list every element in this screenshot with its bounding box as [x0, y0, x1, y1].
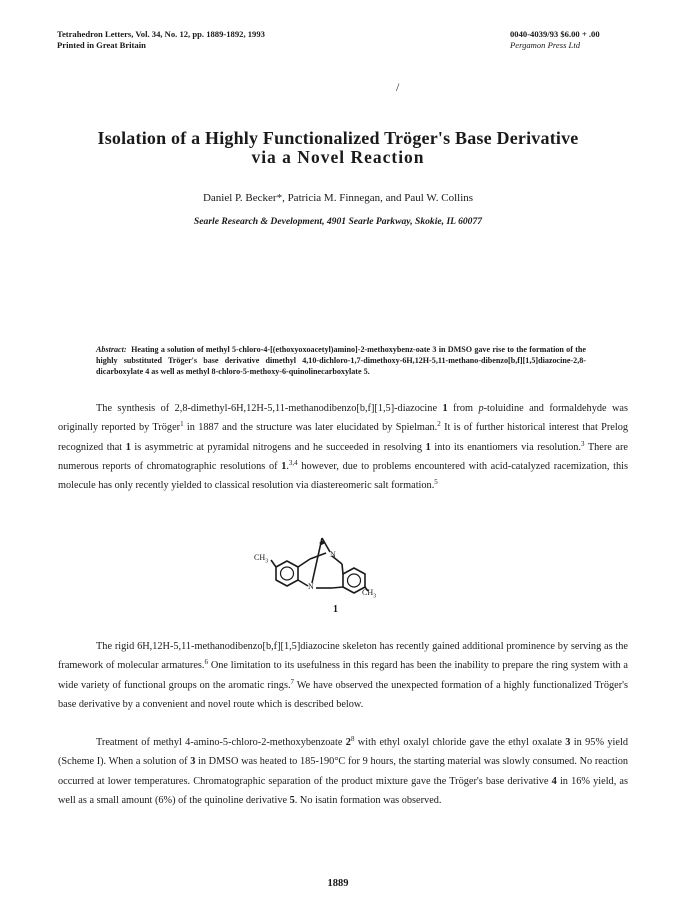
compound-ref: 3: [190, 756, 196, 768]
compound-ref: 2: [345, 737, 351, 748]
citation-ref: 3: [580, 439, 585, 448]
publisher-name: Pergamon Press Ltd: [510, 40, 581, 50]
citation-ref: 7: [290, 677, 295, 686]
citation-ref: 1: [180, 420, 184, 429]
paper-title-line2: via a Novel Reaction: [251, 147, 425, 167]
nitrogen-top-label: N: [330, 550, 336, 559]
text-run: . No isatin formation was observed.: [294, 794, 442, 806]
paragraph-intro: [58, 399, 628, 495]
abstract: [96, 344, 586, 378]
text-run: -toluidine and formaldehyde was originally reported by Tröger: [58, 403, 628, 434]
text-run: Treatment of methyl 4-amino-5-chloro-2-methoxybenzoate: [96, 737, 346, 748]
paragraph-background: [58, 637, 628, 714]
text-run: into its enantiomers via resolution.: [430, 441, 581, 453]
compound-ref: 1: [125, 441, 131, 453]
text-run: is asymmetric at pyramidal nitrogens and he succeeded in resolving: [130, 441, 426, 453]
ch3-right-label: [362, 588, 376, 600]
paragraph-results: [58, 733, 628, 810]
text-run: in DMSO was heated to 185-190°C for 9 hours, the starting material was slowly consumed. No reaction occurred at lower temperatures. Chromatographic separation of the product mixture gave the Tröger's base derivative: [58, 756, 628, 787]
compound-ref: 1: [425, 441, 431, 453]
compound-ref: 1: [281, 460, 287, 472]
citation-ref: 6: [204, 658, 209, 667]
paper-title-line1: Isolation of a Highly Functionalized Tröger's Base Derivative: [97, 128, 579, 148]
subscript-digit: 3: [265, 558, 269, 565]
compound-ref: 4: [551, 775, 557, 787]
text-run: The rigid 6H,12H-5,11-methanodibenzo[b,f][1,5]diazocine skeleton has recently gained additional prominence by serving as the framework of molecular armatures.: [58, 641, 628, 672]
citation-ref: 3,4: [288, 458, 298, 467]
text-run: with ethyl oxalyl chloride gave the ethyl oxalate: [354, 737, 566, 748]
stray-mark: /: [396, 80, 400, 94]
page-number: 1889: [327, 878, 349, 889]
printed-location: Printed in Great Britain: [57, 40, 146, 50]
ch3-right-text: $CH_3$: [362, 588, 377, 600]
text-run: in 1887 and the structure was later elucidated by Spielman.: [183, 422, 438, 434]
text-run: There are numerous reports of chromatographic resolutions of: [58, 441, 628, 472]
compound-ref: 1: [442, 403, 448, 414]
text-run: We have observed the unexpected formation of a highly functionalized Tröger's base derivative by a convenient and novel route which is described below.: [58, 679, 628, 710]
text-run: in 95% yield (Scheme I). When a solution of: [58, 737, 628, 768]
citation-ref: 5: [434, 478, 438, 487]
abstract-text: Heating a solution of methyl 5-chloro-4-[(ethoxyoxoacetyl)amino]-2-methoxybenz-oate 3 in DMSO gave rise to the formation of the highly substituted Tröger's base derivative dimethyl 4,10-dichloro-1,7-dimethoxy-6H,12H-5,11-methano-dibenzo[b,f][1,5]diazocine-2,8-dicarboxylate 4 as well as methyl 8-chloro-5-methoxy-6-quinolinecarboxylate 5.: [96, 345, 586, 377]
text-run: One limitation to its usefulness in this regard has been the inability to prepare the ring system with a wide variety of functional groups on the aromatic rings.: [58, 660, 628, 691]
affiliation: Searle Research & Development, 4901 Searle Parkway, Skokie, IL 60077: [193, 216, 483, 227]
issn-price-code: 0040-4039/93 $6.00 + .00: [510, 29, 600, 39]
text-run: It is of further historical interest that Prelog recognized that: [58, 422, 629, 453]
author-list: Daniel P. Becker*, Patricia M. Finnegan, and Paul W. Collins: [202, 192, 474, 204]
text-run: from: [447, 403, 479, 414]
text-run: in 16% yield, as well as a small amount (6%) of the quinoline derivative: [58, 775, 629, 806]
citation-ref: 2: [437, 420, 441, 429]
compound-ref: 3: [565, 737, 571, 748]
compound-ref: 5: [289, 794, 295, 806]
compound-number-label: 1: [333, 604, 338, 615]
subscript-digit: 3: [373, 593, 377, 600]
text-run: however, due to problems encountered with acid-catalyzed racemization, this molecule has only recently yielded to classical resolution via diastereomeric salt formation.: [58, 460, 628, 492]
ch3-left-label: [254, 553, 268, 565]
text-run: p: [478, 403, 484, 414]
journal-citation: Tetrahedron Letters, Vol. 34, No. 12, pp. 1889-1892, 1993: [57, 29, 265, 39]
left-benzene-ring: [276, 561, 298, 586]
trogers-base-structure: [250, 528, 380, 618]
text-run: .: [286, 460, 289, 472]
text-run: The synthesis of 2,8-dimethyl-6H,12H-5,11-methanodibenzo[b,f][1,5]-diazocine: [96, 403, 443, 414]
nitrogen-bottom-label: N: [308, 582, 314, 591]
abstract-label: Abstract:: [96, 345, 127, 354]
citation-ref: 8: [350, 735, 355, 743]
ch3-left-text: $CH_3$: [254, 553, 269, 565]
